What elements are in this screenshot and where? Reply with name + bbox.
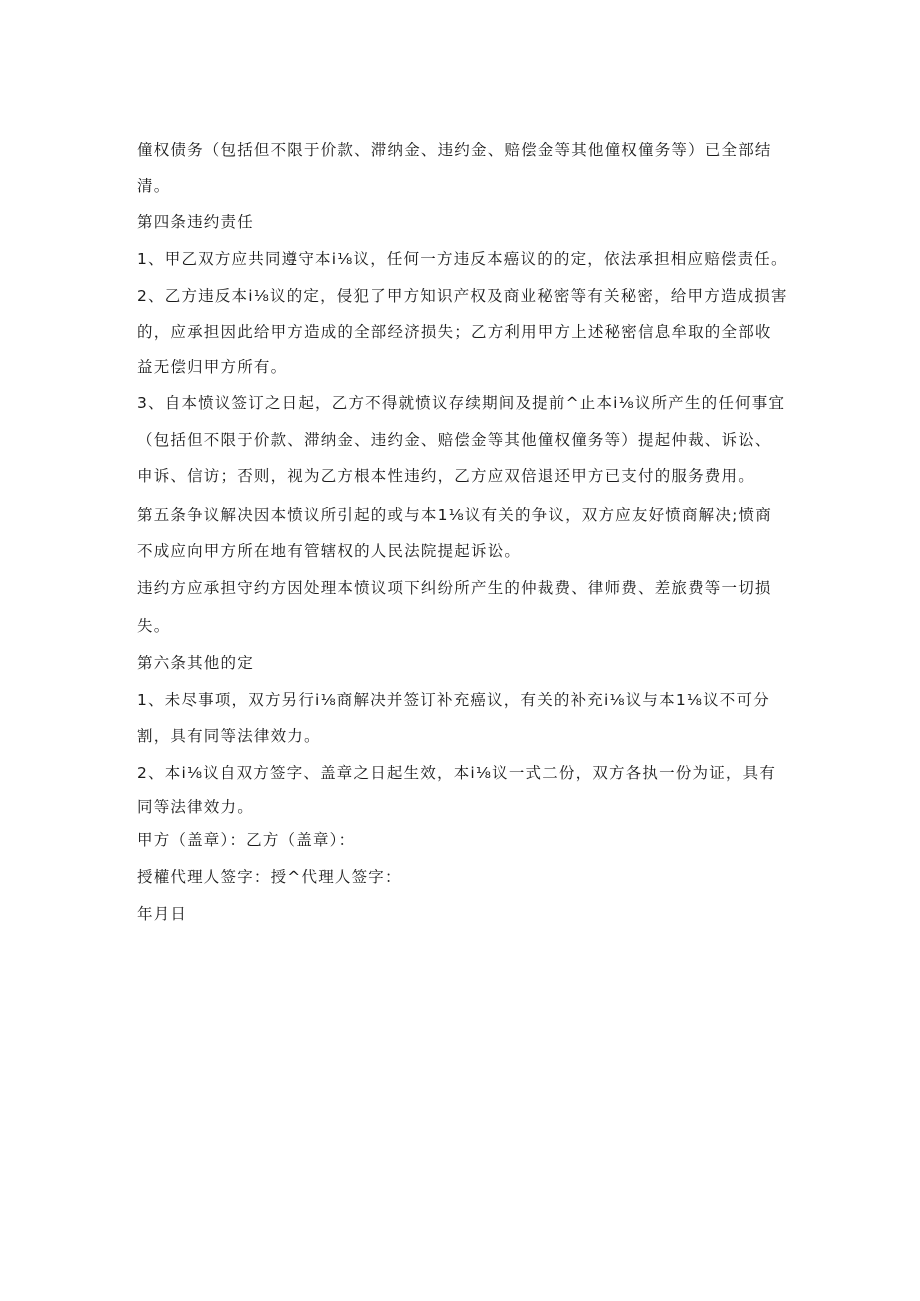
text-line: 1、甲乙双方应共同遵守本i⅛议，任何一方违反本癌议的的定，依法承担相应赔偿责任。 [137, 250, 788, 268]
section-heading: 第五条争议解决因本愤议所引起的或与本1⅛议有关的争议，双方应友好愤商解决;愤商 [137, 506, 772, 524]
text-line: 的，应承担因此给甲方造成的全部经济损失；乙方利用甲方上述秘密信息牟取的全部收 [137, 323, 772, 341]
text-line: （包括但不限于价款、滞纳金、违约金、赔偿金等其他僮权僮务等）提起仲裁、诉讼、 [137, 431, 772, 449]
text-line: 违约方应承担守约方因处理本愤议项下纠纷所产生的仲裁费、律师费、差旅费等一切损 [137, 579, 772, 597]
signature-line: 授權代理人签字：授^代理人签字： [137, 868, 402, 886]
section-heading: 第六条其他的定 [137, 654, 254, 672]
text-line: 不成应向甲方所在地有管辖权的人民法院提起诉讼。 [137, 542, 522, 560]
text-line: 2、乙方违反本i⅛议的定，侵犯了甲方知识产权及商业秘密等有关秘密，给甲方造成损害 [137, 287, 788, 305]
text-line: 益无偿归甲方所有。 [137, 358, 288, 376]
text-line: 3、自本愤议签订之日起，乙方不得就愤议存续期间及提前^止本i⅛议所产生的任何事宜 [137, 394, 786, 412]
date-line: 年月日 [137, 905, 188, 923]
text-line: 1、未尽事项，双方另行i⅛商解决并签订补充癌议，有关的补充i⅛议与本1⅛议不可分 [137, 691, 770, 709]
text-line: 同等法律效力。 [137, 798, 254, 816]
text-line: 僮权债务（包括但不限于价款、滞纳金、违约金、赔偿金等其他僮权僮务等）已全部结 [137, 141, 772, 159]
section-heading: 第四条违约责任 [137, 213, 254, 231]
signature-line: 甲方（盖章）：乙方（盖章）： [137, 831, 356, 849]
text-line: 割，具有同等法律效力。 [137, 727, 321, 745]
text-line: 2、本i⅛议自双方签字、盖章之日起生效，本i⅛议一式二份，双方各执一份为证，具有 [137, 764, 777, 782]
text-line: 失。 [137, 617, 171, 635]
text-line: 申诉、信访；否则，视为乙方根本性违约，乙方应双倍退还甲方已支付的服务费用。 [137, 467, 755, 485]
text-line: 清。 [137, 177, 171, 195]
